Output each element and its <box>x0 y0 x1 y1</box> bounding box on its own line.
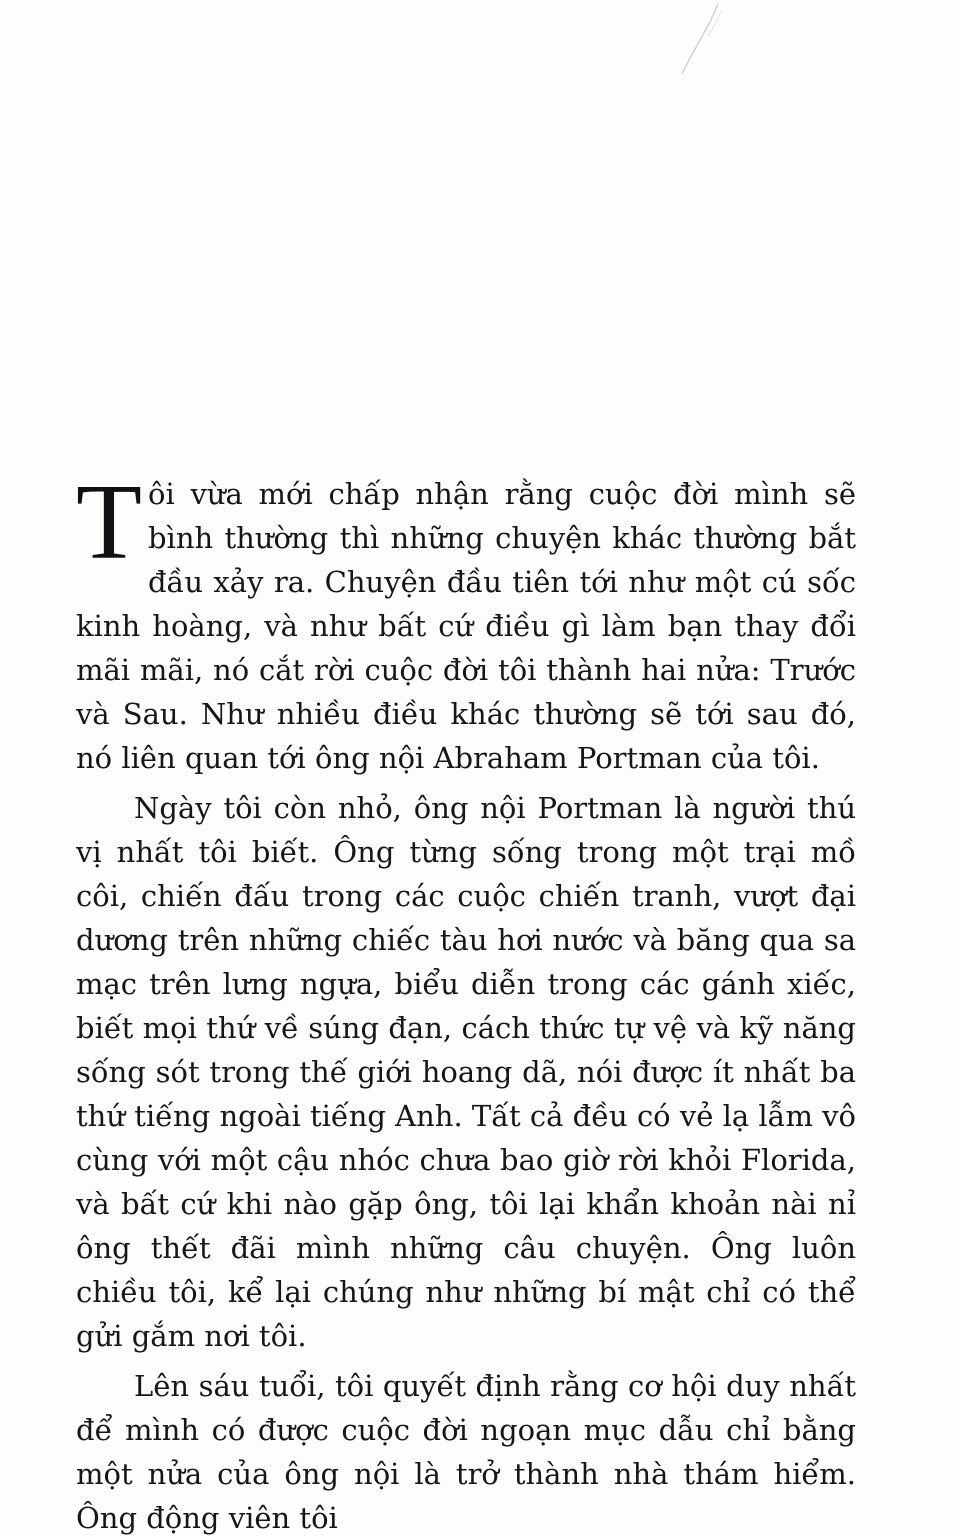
paragraph-2: Ngày tôi còn nhỏ, ông nội Portman là người thú vị nhất tôi biết. Ông từng sống trong một trại mồ côi, chiến đấu trong các cuộc chiến tranh, vượt đại dương trên những chiếc tàu hơi nước và băng qua sa mạc trên lưng ngựa, biểu diễn trong các gánh xiếc, biết mọi thứ về súng đạn, cách thức tự vệ và kỹ năng sống sót trong thế giới hoang dã, nói được ít nhất ba thứ tiếng ngoài tiếng Anh. Tất cả đều có vẻ lạ lẫm vô cùng với một cậu nhóc chưa bao giờ rời khỏi Florida, và bất cứ khi nào gặp ông, tôi lại khẩn khoản nài nỉ ông thết đãi mình những câu chuyện. Ông luôn chiều tôi, kể lại chúng như những bí mật chỉ có thể gửi gắm nơi tôi. <box>76 791 857 1353</box>
drop-cap: T <box>76 463 142 582</box>
paragraph-3: Lên sáu tuổi, tôi quyết định rằng cơ hội duy nhất để mình có được cuộc đời ngoạn mục dẫu chỉ bằng một nửa của ông nội là trở thành nhà thám hiểm. Ông động viên tôi <box>76 1369 856 1535</box>
body-text <box>76 463 857 1536</box>
paper-scratch-mark <box>670 0 730 80</box>
paragraph-1-text: ôi vừa mới chấp nhận rằng cuộc đời mình sẽ bình thường thì những chuyện khác thường bắt đầu xảy ra. Chuyện đầu tiên tới như một cú sốc kinh hoàng, và như bất cứ điều gì làm bạn thay đổi mãi mãi, nó cắt rời cuộc đời tôi thành hai nửa: Trước và Sau. Như nhiều điều khác thường sẽ tới sau đó, nó liên quan tới ông nội Abraham Portman của tôi. <box>76 477 856 775</box>
paragraph-1 <box>76 463 856 780</box>
